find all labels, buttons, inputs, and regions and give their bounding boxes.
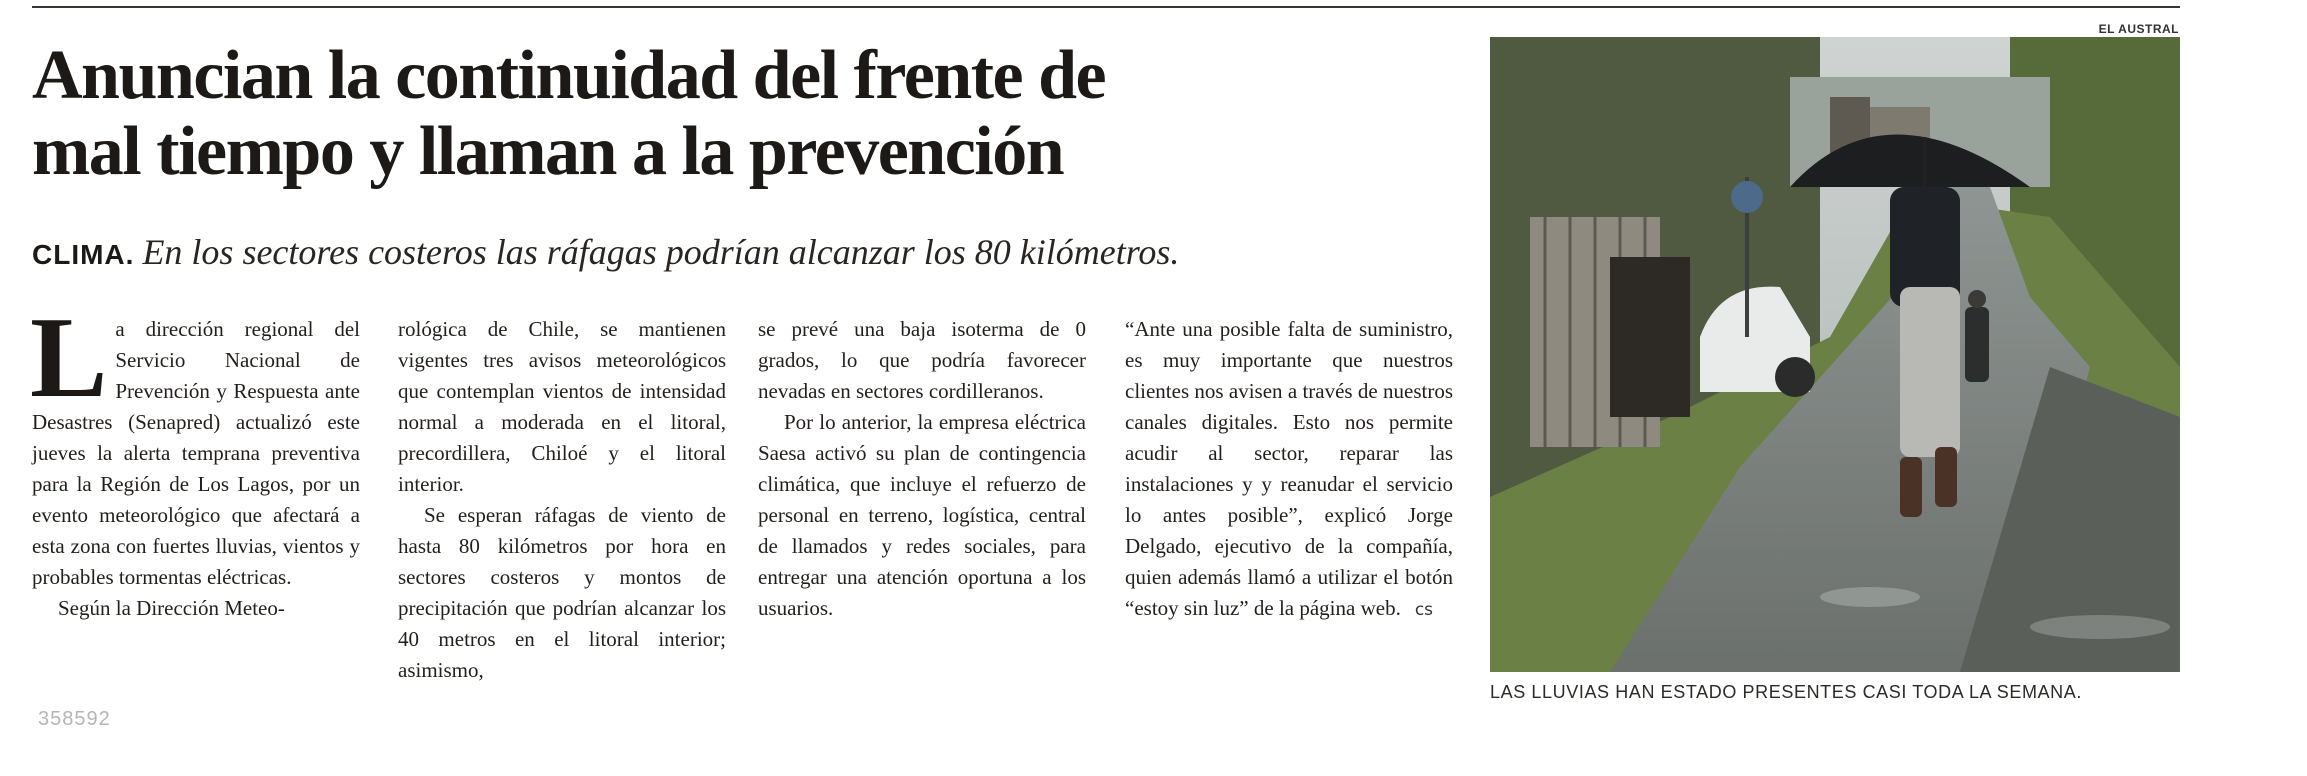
headline-line-1: Anuncian la continuidad del frente de — [32, 37, 1106, 114]
section-kicker: CLIMA. — [32, 239, 135, 270]
subheadline-text: En los sectores costeros las ráfagas podrían alcanzar los 80 kilómetros. — [142, 232, 1180, 272]
document-id: 358592 — [38, 708, 111, 730]
rainy-street-photo — [1490, 37, 2180, 672]
paragraph-3: Se esperan ráfagas de viento de hasta 80 kilómetros por hora en sectores costeros y montos de precipitación que podrían alcanzar los 40 metros en el litoral interior; asimismo, — [398, 503, 726, 682]
top-rule — [32, 6, 2180, 8]
article-column-2 — [398, 314, 726, 686]
headline — [32, 38, 1452, 190]
news-photo — [1490, 37, 2180, 672]
article-column-1 — [30, 294, 360, 624]
subheadline — [32, 230, 1452, 277]
photo-credit: EL AUSTRAL — [2098, 22, 2179, 36]
end-mark-icon: cs — [1414, 600, 1434, 620]
drop-cap: L — [30, 294, 108, 422]
paragraph-2-continued: rológica de Chile, se mantienen vigentes tres avisos meteorológicos que contemplan vientos de intensidad normal a moderada en el litoral, precordillera, Chiloé y el litoral interior. — [398, 317, 726, 496]
paragraph-2-start: Según la Dirección Meteo- — [58, 596, 285, 620]
paragraph-5-quote: “Ante una posible falta de suministro, es muy importante que nuestros clientes nos avisen a través de nuestros canales digitales. Esto nos permite acudir al sector, reparar las instalaciones y y reanudar el servicio lo antes posible”, explicó Jorge Delgado, ejecutivo de la compañía, quien además llamó a utilizar el botón “estoy sin luz” de la página web. — [1125, 317, 1453, 620]
article-column-3 — [758, 314, 1086, 624]
article-column-4 — [1125, 314, 1453, 626]
headline-line-2: mal tiempo y llaman a la prevención — [32, 113, 1064, 190]
paragraph-1: a dirección regional del Servicio Nacional de Prevención y Respuesta ante Desastres (Senapred) actualizó este jueves la alerta temprana preventiva para la Región de Los Lagos, por un evento meteorológico que afectará a esta zona con fuertes lluvias, vientos y probables tormentas eléctricas. — [32, 317, 360, 589]
paragraph-3-continued: se prevé una baja isoterma de 0 grados, lo que podría favorecer nevadas en sectores cordilleranos. — [758, 317, 1086, 403]
paragraph-4: Por lo anterior, la empresa eléctrica Saesa activó su plan de contingencia climática, que incluye el refuerzo de personal en terreno, logística, central de llamados y redes sociales, para entregar una atención oportuna a los usuarios. — [758, 410, 1086, 620]
photo-caption: LAS LLUVIAS HAN ESTADO PRESENTES CASI TODA LA SEMANA. — [1490, 682, 2082, 702]
